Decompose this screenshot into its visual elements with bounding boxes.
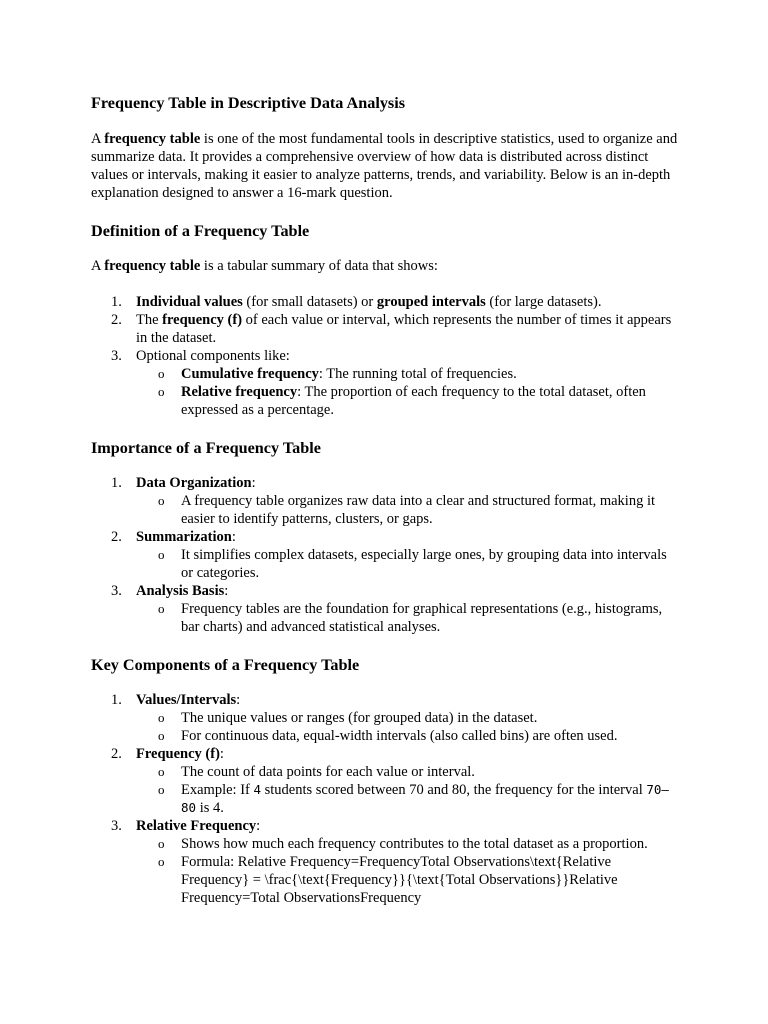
item-text: students scored between 70 and 80, the frequency for the interval bbox=[261, 782, 647, 798]
list-item bbox=[91, 528, 681, 582]
sub-list bbox=[136, 763, 681, 817]
document-title: Frequency Table in Descriptive Data Analysis bbox=[91, 94, 406, 112]
bold-term: frequency (f) bbox=[162, 312, 243, 328]
bullet-icon: o bbox=[158, 547, 165, 562]
item-text: For continuous data, equal-width intervals (also called bins) are often used. bbox=[181, 728, 618, 744]
list-item bbox=[91, 691, 681, 745]
sub-list bbox=[136, 600, 681, 636]
bullet-icon: o bbox=[158, 854, 165, 869]
bold-term: Values/Intervals bbox=[136, 692, 237, 708]
bold-term: Analysis Basis bbox=[136, 583, 225, 599]
definition-lead bbox=[91, 257, 681, 275]
bullet-icon: o bbox=[158, 366, 165, 381]
intro-bold-term: frequency table bbox=[104, 131, 201, 147]
list-item bbox=[91, 474, 681, 528]
list-number: 1. bbox=[111, 692, 122, 708]
bold-term: Individual values bbox=[136, 294, 243, 310]
item-text: of each value or interval, which represents the number of times it appears in the dataset. bbox=[136, 312, 672, 346]
sub-list-item bbox=[91, 600, 681, 636]
list-item bbox=[91, 311, 681, 347]
sub-list-item bbox=[91, 546, 681, 582]
item-text: Optional components like: bbox=[136, 348, 290, 364]
list-number: 1. bbox=[111, 475, 122, 491]
item-text: (for large datasets). bbox=[485, 294, 602, 310]
bold-term: Relative Frequency bbox=[136, 818, 257, 834]
item-text: : bbox=[256, 818, 261, 834]
bullet-icon: o bbox=[158, 710, 165, 725]
document-body bbox=[91, 92, 681, 907]
bold-term: Frequency (f) bbox=[136, 746, 220, 762]
sub-list bbox=[136, 492, 681, 528]
inline-code: 4 bbox=[253, 782, 262, 797]
definition-lead-start: A bbox=[91, 258, 105, 274]
list-number: 3. bbox=[111, 818, 122, 834]
bullet-icon: o bbox=[158, 836, 165, 851]
bold-term: Cumulative frequency bbox=[181, 366, 319, 382]
bold-term: grouped intervals bbox=[376, 294, 486, 310]
bold-term: Data Organization bbox=[136, 475, 252, 491]
item-text: A frequency table organizes raw data into a clear and structured format, making it easier to identify patterns, clusters, or gaps. bbox=[181, 493, 656, 527]
intro-text-rest: is one of the most fundamental tools in descriptive statistics, used to organize and summarize data. It provides a comprehensive overview of how data is distributed across distinct values or intervals, making it easier to analyze patterns, trends, and variability. Below is an in-depth explanation designed to answer a 16-mark question. bbox=[91, 131, 678, 201]
bullet-icon: o bbox=[158, 493, 165, 508]
item-text: : bbox=[219, 746, 224, 762]
inline-code: 70–80 bbox=[181, 782, 669, 815]
item-text: It simplifies complex datasets, especially large ones, by grouping data into intervals or categories. bbox=[181, 547, 667, 581]
sub-list-item bbox=[91, 781, 681, 817]
sub-list bbox=[136, 835, 681, 907]
list-number: 1. bbox=[111, 294, 122, 310]
definition-heading: Definition of a Frequency Table bbox=[91, 222, 310, 240]
list-number: 3. bbox=[111, 583, 122, 599]
item-text: : The proportion of each frequency to the total dataset, often expressed as a percentage. bbox=[181, 384, 646, 418]
list-item bbox=[91, 745, 681, 817]
definition-lead-bold: frequency table bbox=[104, 258, 201, 274]
sub-list-item bbox=[91, 709, 681, 727]
sub-list-item bbox=[91, 853, 681, 907]
sub-list-item bbox=[91, 365, 681, 383]
bullet-icon: o bbox=[158, 728, 165, 743]
item-text: : bbox=[236, 692, 241, 708]
list-number: 2. bbox=[111, 312, 122, 328]
sub-list-item bbox=[91, 383, 681, 419]
components-list bbox=[91, 691, 681, 907]
sub-list-item bbox=[91, 835, 681, 853]
bullet-icon: o bbox=[158, 764, 165, 779]
list-item bbox=[91, 817, 681, 907]
item-text: Shows how much each frequency contributes to the total dataset as a proportion. bbox=[181, 836, 648, 852]
item-text: The count of data points for each value or interval. bbox=[181, 764, 475, 780]
list-item bbox=[91, 582, 681, 636]
bold-term: Summarization bbox=[136, 529, 232, 545]
item-text: The unique values or ranges (for grouped data) in the dataset. bbox=[181, 710, 538, 726]
item-text: : bbox=[224, 583, 229, 599]
sub-list bbox=[136, 709, 681, 745]
list-number: 2. bbox=[111, 529, 122, 545]
definition-lead-rest: is a tabular summary of data that shows: bbox=[200, 258, 438, 274]
item-text: The bbox=[136, 312, 163, 328]
list-number: 2. bbox=[111, 746, 122, 762]
formula-text: Formula: Relative Frequency=FrequencyTotal Observations\text{Relative Frequency} = \frac{\text{Frequency}}{\text{Total Observations}}Relative Frequency=Total ObservationsFrequency bbox=[181, 854, 618, 906]
bold-term: Relative frequency bbox=[181, 384, 298, 400]
item-text: Frequency tables are the foundation for graphical representations (e.g., histograms, bar charts) and advanced statistical analyses. bbox=[181, 601, 663, 635]
intro-text-start: A bbox=[91, 131, 105, 147]
importance-list bbox=[91, 474, 681, 636]
item-text: : bbox=[231, 529, 236, 545]
components-heading: Key Components of a Frequency Table bbox=[91, 656, 360, 674]
definition-list bbox=[91, 293, 681, 419]
list-item bbox=[91, 347, 681, 419]
item-text: is 4. bbox=[196, 800, 224, 816]
bullet-icon: o bbox=[158, 601, 165, 616]
item-text: Example: If bbox=[181, 782, 254, 798]
sub-list-item bbox=[91, 727, 681, 745]
sub-list-item bbox=[91, 492, 681, 528]
intro-paragraph bbox=[91, 130, 681, 202]
list-item bbox=[91, 293, 681, 311]
sub-list bbox=[136, 365, 681, 419]
item-text: (for small datasets) or bbox=[242, 294, 377, 310]
item-text: : bbox=[251, 475, 256, 491]
bullet-icon: o bbox=[158, 384, 165, 399]
bullet-icon: o bbox=[158, 782, 165, 797]
importance-heading: Importance of a Frequency Table bbox=[91, 439, 321, 457]
item-text: : The running total of frequencies. bbox=[318, 366, 517, 382]
list-number: 3. bbox=[111, 348, 122, 364]
sub-list bbox=[136, 546, 681, 582]
sub-list-item bbox=[91, 763, 681, 781]
